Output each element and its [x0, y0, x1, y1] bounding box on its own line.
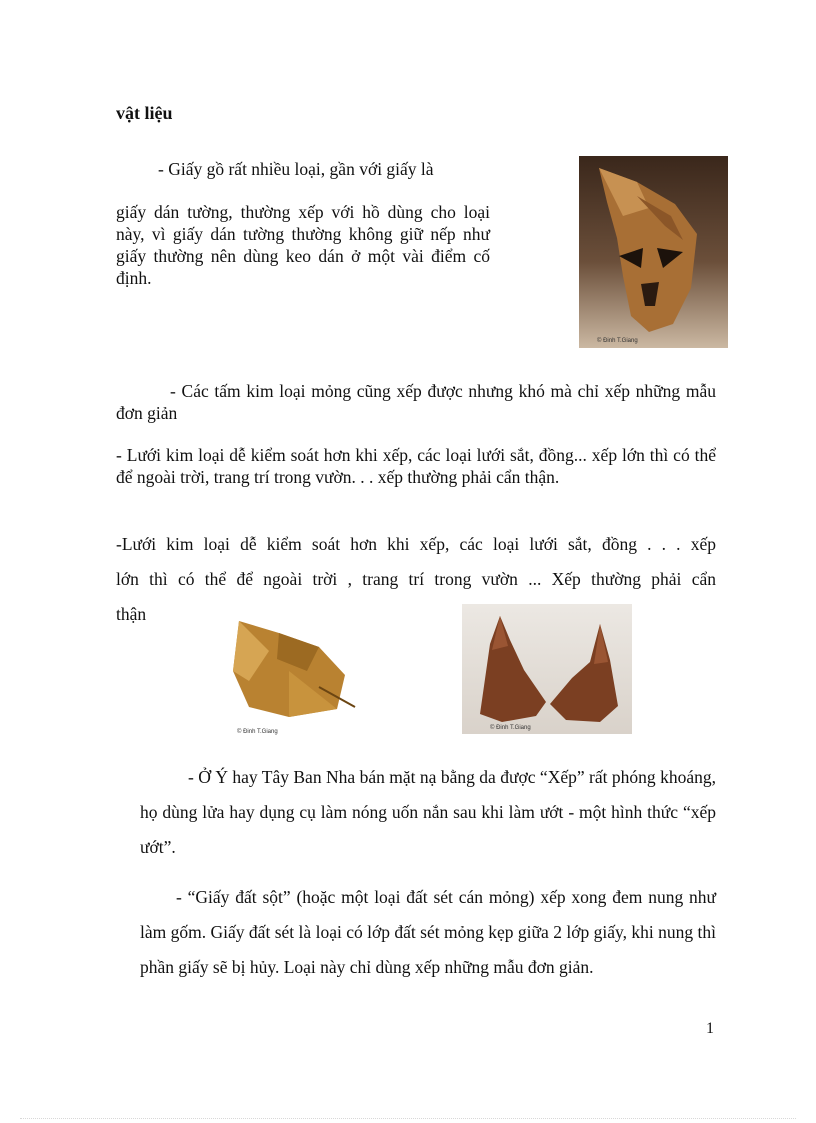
- origami-fox-illustration: [219, 611, 367, 739]
- mask-illustration: [579, 156, 728, 348]
- section-heading: vật liệu: [116, 103, 173, 123]
- paragraph-4-line-2: lớn thì có thể để ngoài trời , trang trí trong vườn ... Xếp thường phải cẩn: [116, 569, 716, 589]
- paragraph-3: - Lưới kim loại dễ kiểm soát hơn khi xếp, các loại lưới sắt, đồng... xếp lớn thì có thể để ngoài trời, trang trí trong vườn. . . xếp thường phải cẩn thận.: [116, 445, 716, 487]
- paragraph-1-body: giấy dán tường, thường xếp với hồ dùng cho loại này, vì giấy dán tường thường không giữ nếp như giấy thường nên dùng keo dán ở một vài điểm cố định.: [116, 202, 490, 288]
- paragraph-2: - Các tấm kim loại mỏng cũng xếp được nhưng khó mà chỉ xếp những mẫu đơn giản: [116, 381, 716, 423]
- paragraph-6: - “Giấy đất sột” (hoặc một loại đất sét cán mỏng) xếp xong đem nung như làm gốm. Giấy đất sét là loại có lớp đất sét mỏng kẹp giữa 2 lớp giấy, khi nung thì phần giấy sẽ bị hủy. Loại này chỉ dùng xếp những mẫu đơn giản.: [140, 887, 716, 977]
- fox-photo-credit: © Đinh T.Giang: [237, 729, 278, 735]
- origami-fox-photo: [219, 611, 367, 739]
- mask-photo-credit: © Đinh T.Giang: [597, 338, 638, 344]
- leather-mask-photo: [579, 156, 728, 348]
- paragraph-1-first-line: - Giấy gồ rất nhiều loại, gần với giấy là: [158, 159, 434, 179]
- two-masks-illustration: [462, 604, 632, 734]
- paragraph-4-line-1: -Lưới kim loại dễ kiểm soát hơn khi xếp, các loại lưới sắt, đồng . . . xếp: [116, 534, 716, 554]
- page-number: 1: [706, 1020, 714, 1037]
- two-masks-photo-credit: © Đinh T.Giang: [490, 725, 531, 731]
- page-bottom-rule: [20, 1118, 796, 1119]
- two-masks-photo: [462, 604, 632, 734]
- paragraph-5: - Ở Ý hay Tây Ban Nha bán mặt nạ bằng da được “Xếp” rất phóng khoáng, họ dùng lửa hay dụng cụ làm nóng uốn nắn sau khi làm ướt - một hình thức “xếp ướt”.: [140, 767, 716, 857]
- paragraph-4-line-3: thận: [116, 604, 147, 624]
